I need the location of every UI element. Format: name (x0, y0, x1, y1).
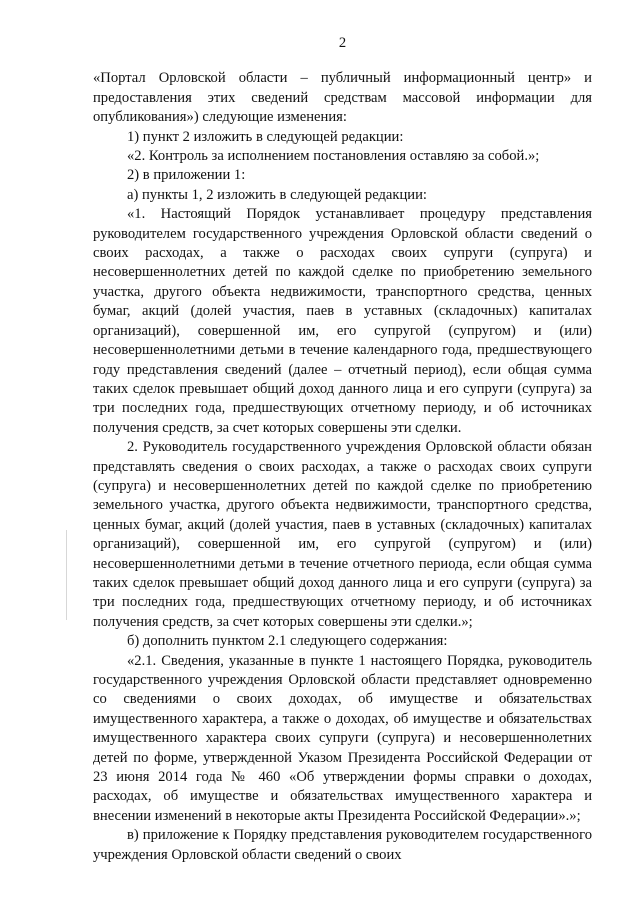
paragraph-point-2: 2. Руководитель государственного учреждения Орловской области обязан представлять сведения о своих расходах, а также о расходах своих супруги (супруга) и несовершеннолетних детей по каждой сделке по приобретению земельного участка, другого объекта недвижимости, транспортного средства, ценных бумаг, акций (долей участия, паев в уставных (складочных) капиталах организаций), совершенной им, его супругой (супругом) и (или) несовершеннолетними детьми в течение отчетного периода, если общая сумма таких сделок превышает общий доход данного лица и его супруги (супруга) за три последних года, предшествующих отчетному периоду, и об источниках получения средств, за счет которых совершены эти сделки.»; (93, 439, 592, 630)
paragraph-point-2-1: «2.1. Сведения, указанные в пункте 1 настоящего Порядка, руководитель государственного учреждения Орловской области представляет одновременно со сведениями о своих доходах, об имуществе и обязательствах имущественного характера, а также о доходах, об имуществе и обязательствах имущественного характера своих супруги (супруга) и несовершеннолетних детей по форме, утвержденной Указом Президента Российской Федерации от 23 июня 2014 года № 460 «Об утверждении формы справки о доходах, расходах, об имуществе и обязательствах имущественного характера и внесении изменений в некоторые акты Президента Российской Федерации».»; (93, 652, 592, 824)
paragraph-subitem-v: в) приложение к Порядку представления руководителем государственного учреждения Орловской области сведений о своих (93, 827, 592, 863)
paragraph-control-clause: «2. Контроль за исполнением постановления оставляю за собой.»; (127, 148, 540, 165)
document-body (93, 69, 592, 865)
paragraph-intro: «Портал Орловской области – публичный информационный центр» и предоставления этих сведений средствам массовой информации для опубликования») следующие изменения: (93, 70, 592, 126)
page-number: 2 (338, 35, 347, 51)
paragraph-item-2: 2) в приложении 1: (127, 167, 246, 184)
paragraph-subitem-b: б) дополнить пунктом 2.1 следующего содержания: (127, 633, 448, 650)
paragraph-point-1: «1. Настоящий Порядок устанавливает процедуру представления руководителем государственного учреждения Орловской области сведений о своих расходах, а также о расходах своих супруги (супруга) и несовершеннолетних детей по каждой сделке по приобретению земельного участка, другого объекта недвижимости, транспортного средства, ценных бумаг, акций (долей участия, паев в уставных (складочных) капиталах организаций), совершенной им, его супругой (супругом) и (или) несовершеннолетними детьми в течение календарного года, предшествующего году представления сведений (далее – отчетный период), если общая сумма таких сделок превышает общий доход данного лица и его супруги (супруга) за три последних года, предшествующих отчетному периоду, и об источниках получения средств, за счет которых совершены эти сделки. (93, 206, 592, 436)
paragraph-subitem-a: а) пункты 1, 2 изложить в следующей редакции: (127, 186, 427, 203)
paragraph-item-1: 1) пункт 2 изложить в следующей редакции: (127, 128, 404, 145)
scan-artifact-line (66, 530, 67, 620)
